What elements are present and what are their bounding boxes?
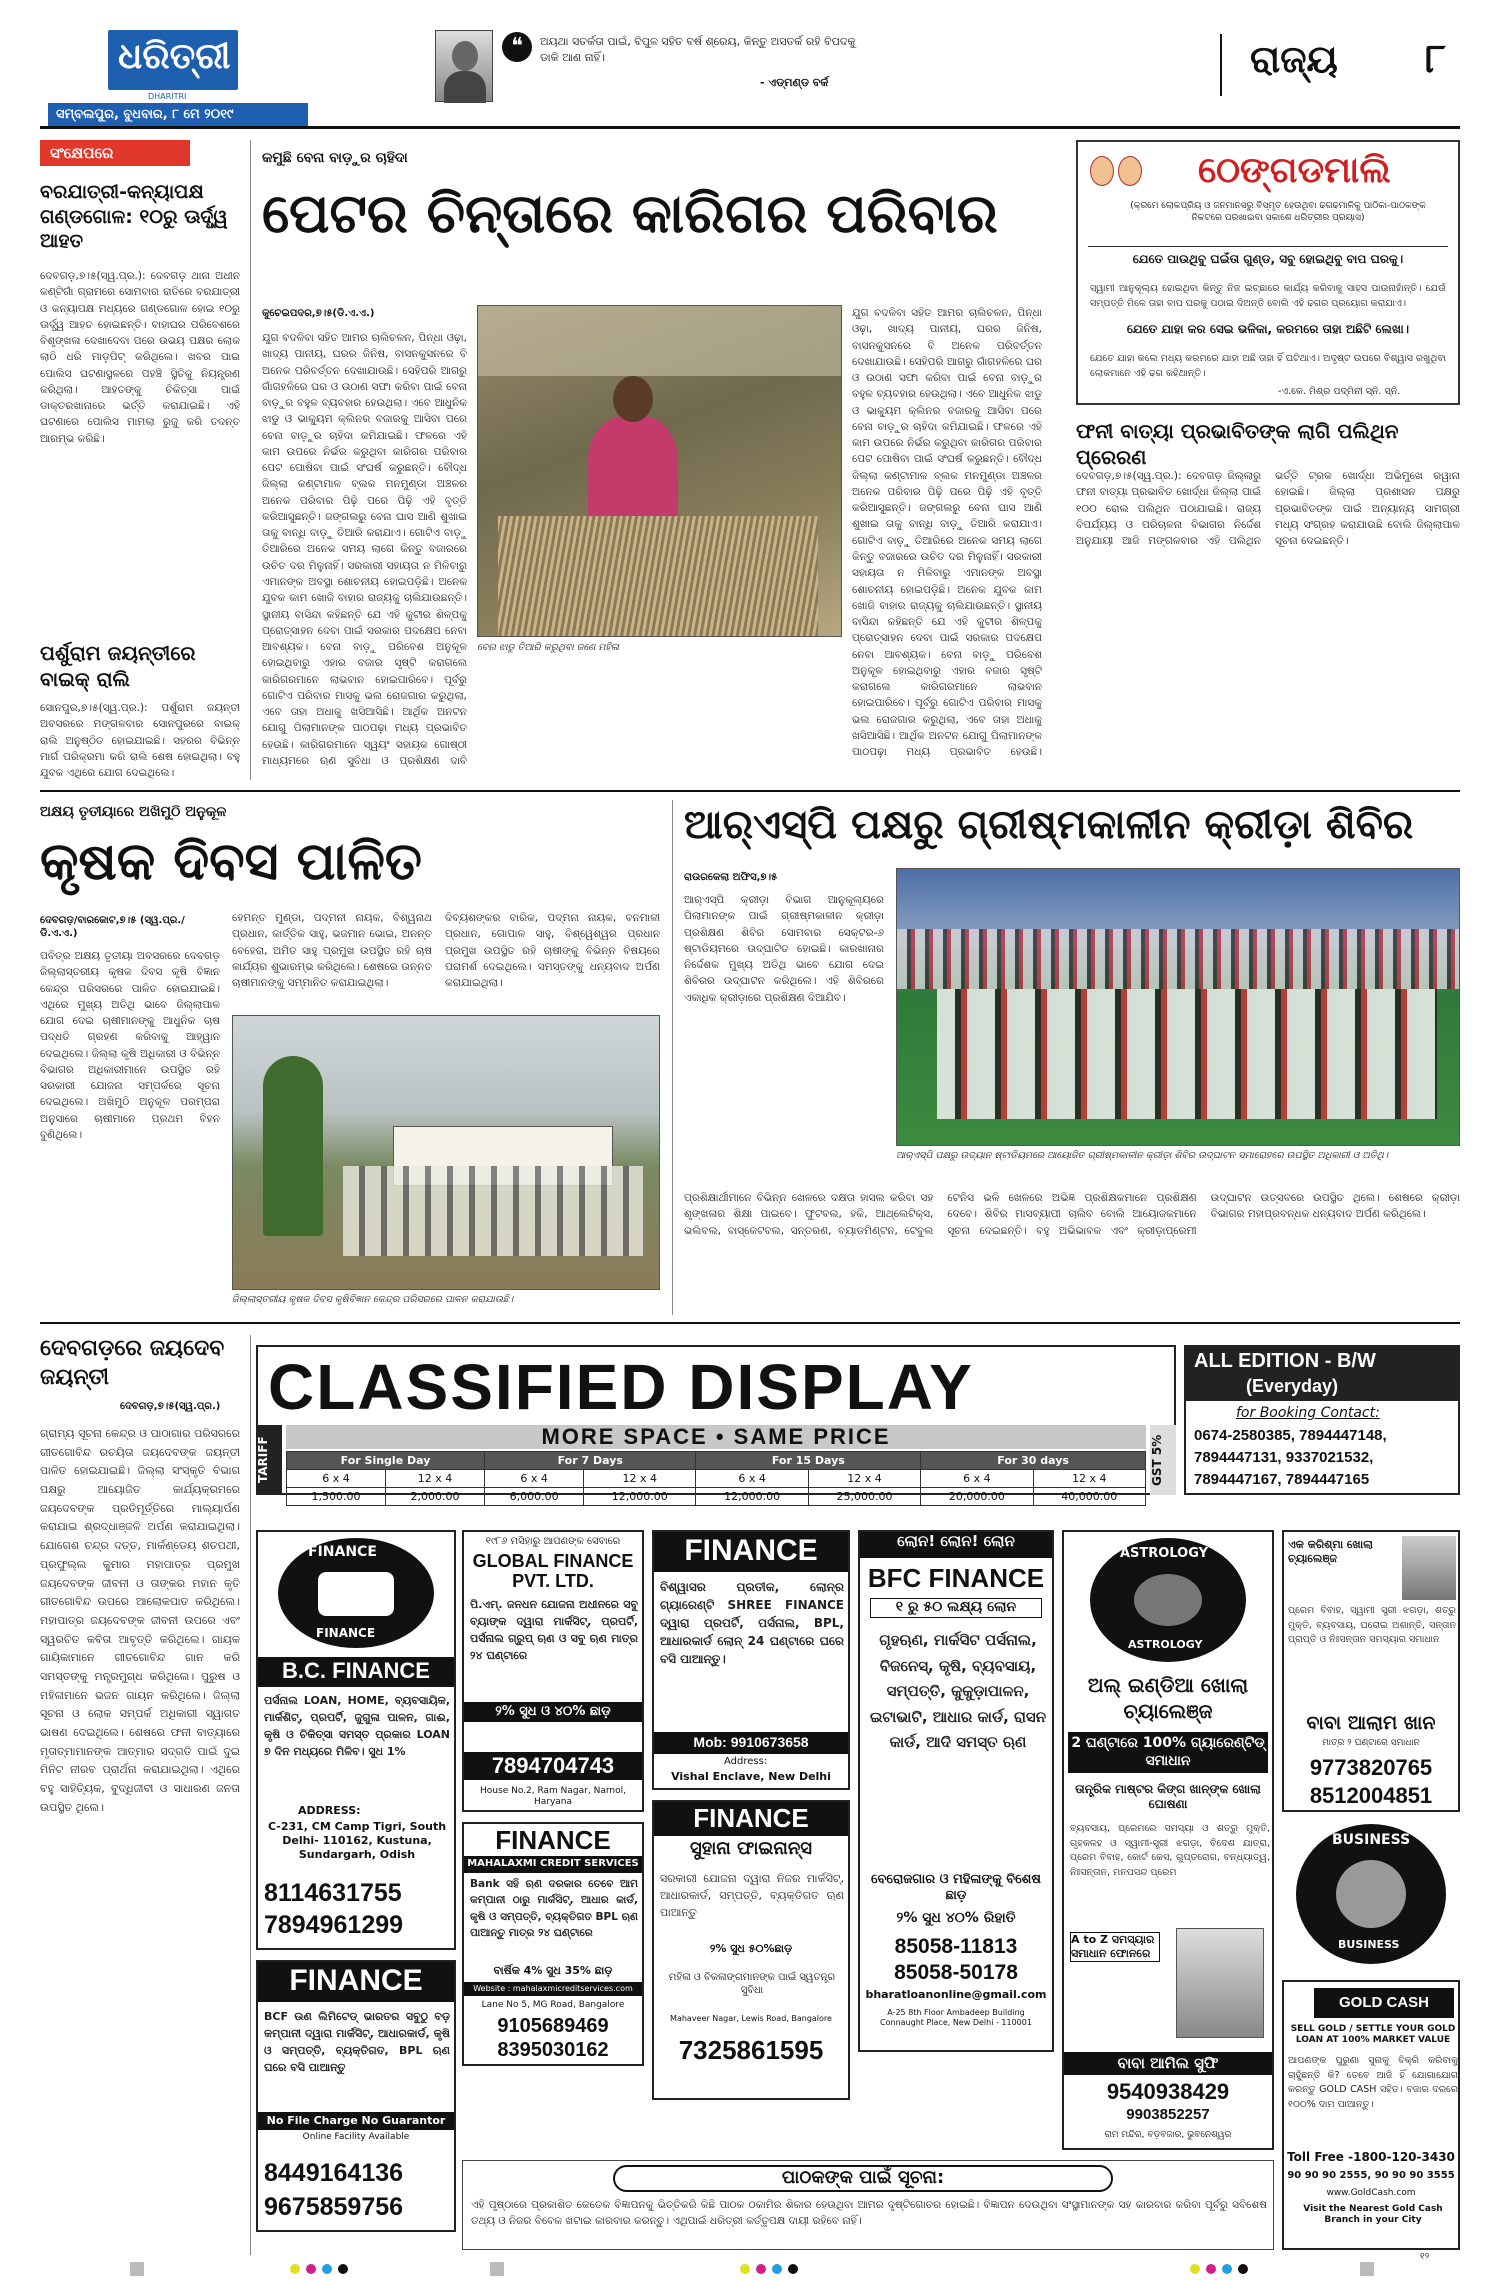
edition-sub: (Everyday) [1246,1376,1339,1396]
bc-body: ପର୍ସନାଲ LOAN, HOME, ବ୍ୟବସାୟିକ, ମାର୍କଶିଟ୍, ପ୍ରପର୍ଟି, ଜୁଗୁଳା ପାଳନ, ଗାଈ, କୃଷି ଓ ଚିକିତ୍ସା ସମସ୍ତ ପ୍ରକାର LOAN ୭ ଦିନ ମଧ୍ୟରେ ମିଳିବ। ସୁଧ 1% [264,1694,450,1759]
classified-title: CLASSIFIED DISPLAY [268,1351,974,1423]
baba-top: ଏକ କରିଶ୍ମା ଖୋଲା ଚ୍ୟାଲେଞ୍ଜ [1288,1538,1373,1565]
astrology-phone-1: 9540938429 [1106,2079,1230,2104]
astrology-title: ଅଲ୍ ଇଣ୍ଡିଆ ଖୋଲା ଚ୍ୟାଲେଞ୍ଜ [1087,1673,1249,1723]
business-ring-top: BUSINESS [1332,1832,1411,1848]
mahalaxmi-address: Lane No 5, MG Road, Bangalore [481,2000,625,2010]
suhana-address: Mahaveer Nagar, Lewis Road, Bangalore [670,2014,832,2023]
brief-sidebar [40,140,240,780]
jaydev-body: ଗ୍ରାମ୍ୟ ସୂଚନା କେନ୍ଦ୍ର ଓ ପାଠାଗାର ପରିସରରେ ଗୀତଗୋବିନ୍ଦ ରଚୟିତା ଜୟଦେବଙ୍କ ଜୟନ୍ତୀ ପାଳିତ ହୋଇଯାଇଛି। ଜିଲ୍ଲା ସଂସ୍କୃତି ବିଭାଗ ପକ୍ଷରୁ ଆୟୋଜିତ କାର୍ଯ୍ୟକ୍ରମରେ ଜୟଦେବଙ୍କ ପ୍ରତିମୂର୍ତ୍ତିରେ ମାଲ୍ୟାର୍ପଣ କରାଯାଇ ଶ୍ରଦ୍ଧାଞ୍ଜଳି ଅର୍ପଣ କରାଯାଇଥିଲା। ଯୋଗେଶ ଚନ୍ଦ୍ର ଦତ୍ତ, ମାର୍କଣ୍ଡେୟ ଶତପଥୀ, ପ୍ରଫୁଲ୍ଲ କୁମାର ମହାପାତ୍ର ପ୍ରମୁଖ ଜୟଦେବଙ୍କ ଜୀବନୀ ଓ ତାଙ୍କର ମହାନ କୃତି ଗୀତଗୋବିନ୍ଦ ଉପରେ ଆଲୋକପାତ କରିଥିଲେ। ମହାପାତ୍ର ଜୟଦେବଙ୍କ ଜୀବନୀ ଉପରେ ଏବଂ ସ୍ୱରଚିତ କବିତା ଆବୃତ୍ତି କରିଥିଲେ। ଗାୟକ ଗାୟିକାମାନେ ଗୀତଗୋବିନ୍ଦ ଗାନ କରି ସମସ୍ତଙ୍କୁ ମନ୍ତ୍ରମୁଗ୍ଧ କରିଥିଲେ। ପୁରୁଷ ଓ ମହିଳାମାନେ ଭଜନ ଗାୟନ କରିଥିଲେ। ଜିଲ୍ଲା ସୂଚନା ଓ ଲୋକ ସମ୍ପର୍କ ଅଧିକାରୀ ସ୍ୱାଗତ ଭାଷଣ ଦେଇଥିଲେ। ଶେଷରେ ଫନୀ ବାତ୍ୟାରେ ମୃତାତ୍ମାମାନଙ୍କ ଆତ୍ମାର ସଦ୍‌ଗତି ପାଇଁ ଦୁଇ ମିନିଟ ନୀରବ ପ୍ରାର୍ଥନା କରାଯାଇଥିଲା। ଏଥିରେ ବହୁ ସାହିତ୍ୟିକ, ବୁଦ୍ଧିଜୀବୀ ଓ ସାଧାରଣ ଜନତା ଉପସ୍ଥିତ ଥିଲେ। [40,1427,240,1814]
astrology-name: ବାବା ଆମିଲ ସୁଫି [1064,2052,1272,2075]
fani-story [1076,418,1460,780]
quote-text: ଅୟଥା ସତର୍କତା ପାଇଁ, ବିପୁଳ ସହିତ ବର୍ଷ ଶ୍ରେୟ, କିନ୍ତୁ ଅସତର୍କ ରହି ବିପଦକୁ ଡାକି ଆଣ ନାହିଁ। [540,35,856,64]
period-single: For Single Day [287,1452,485,1470]
dateline: ସମ୍ବଲପୁର, ବୁଧବାର, ୮ ମେ ୨୦୧୯ [56,107,234,122]
masthead [40,28,1460,128]
bcf-note: No File Charge No Guarantor [258,2112,454,2130]
gadmali-box [1076,140,1460,405]
bc-phone-1: 8114631755 [264,1879,402,1907]
krushak-headline: କୃଷକ ଦିବସ ପାଳିତ [40,832,422,892]
folio: ୧୨ [1420,2252,1430,2262]
baba-name: ବାବା ଆଲାମ ଖାନ [1306,1712,1436,1734]
rsp-body-1: ଆର୍‌ଏସ୍‌ପି କ୍ରୀଡ଼ା ବିଭାଗ ଆନୁକୂଲ୍ୟରେ ପିଲାମାନଙ୍କ ପାଇଁ ଗ୍ରୀଷ୍ମକାଳୀନ କ୍ରୀଡ଼ା ପ୍ରଶିକ୍ଷଣ ଶିବିର ସୋମବାର ସେକ୍ଟର-୬ ଷ୍ଟାଡିୟମରେ ଉଦ୍‌ଘାଟିତ ହୋଇଛି। କାରଖାନାର ନିର୍ଦ୍ଦେଶକ ମୁଖ୍ୟ ଅତିଥି ଭାବେ ଯୋଗ ଦେଇ ଶିବିରର ଉଦ୍‌ଘାଟନ କରିଥିଲେ। ଏହି ଶିବିରରେ ଏକାଧିକ କ୍ରୀଡ଼ାରେ ପ୍ରଶିକ୍ଷଣ ଦିଆଯିବ। [684,894,884,1004]
mahalaxmi-rate: ବାର୍ଷିକ 4% ସୁଧ 35% ଛାଡ଼ [493,1964,613,1977]
brief-tag: ସଂକ୍ଷେପରେ [40,140,190,166]
price-cell: 6,000.00 [485,1488,584,1506]
suhana-body: ସରକାରୀ ଯୋଜନା ଦ୍ୱାରା ନିଜର ମାର୍କସିଟ୍, ଆଧାରକାର୍ଡ, ସମ୍ପତ୍ତି, ବ୍ୟକ୍ତିଗତ ଋଣ ପାଆନ୍ତୁ [660,1872,844,1920]
bfc-title: BFC FINANCE [867,1563,1045,1593]
bfc-phone-2: 85058-50178 [894,1961,1018,1984]
baba-body: ପ୍ରେମ ବିବାହ, ସ୍ୱାମୀ ସ୍ତ୍ରୀ ଝଗଡ଼ା, ଶତ୍ରୁ ମୁକ୍ତି, ବ୍ୟବସାୟ, ଘରୋଇ ଅଶାନ୍ତି, ସନ୍ତାନ ପ୍ରାପ୍ତି ଓ ନିଃସନ୍ତାନ ସମସ୍ୟାର ସମାଧାନ [1288,1605,1456,1646]
gadmali-meaning-2: ଯେତେ ଯାହା କଲେ ମଧ୍ୟ କରମରେ ଯାହା ଅଛି ତାହା ହିଁ ଘଟିଥାଏ। ଅଦୃଷ୍ଟ ଉପରେ ବିଶ୍ୱାସ ରଖୁଥିବା ଲୋକମାନେ ଏହି ଢଗ କହିଥାନ୍ତି। [1090,353,1446,379]
contact-numbers: 0674-2580385, 7894447148, 7894447131, 9337021532, 7894447167, 7894447165 [1194,1427,1387,1488]
size-cell: 6 x 4 [696,1470,808,1488]
ad-bc-finance [256,1530,456,1950]
brief-body-2: ସୋନପୁର,୭।୫(ସ୍ୱ.ପ୍ର.): ପର୍ଶୁରାମ ଜୟନ୍ତୀ ଅବସରରେ ମଙ୍ଗଳବାର ସୋନପୁରରେ ବାଇକ୍ ରାଲି ଅନୁଷ୍ଠିତ ହୋଇଯାଇଛି। ସହରର ବିଭିନ୍ନ ମାର୍ଗ ପରିକ୍ରମା କରି ରାଲି ଶେଷ ହୋଇଥିଲା। ବହୁ ଯୁବକ ଏଥିରେ ଯୋଗ ଦେଇଥିଲେ। [40,702,240,780]
rsp-dateline: ରାଉରକେଲା ଅଫିସ,୭।୫ [684,872,778,883]
price-cell: 1,500.00 [287,1488,386,1506]
classified-header [256,1345,1460,1510]
logo-text: ଧରିତ୍ରୀ [118,36,231,77]
suhana-phone: 7325861595 [678,2035,824,2065]
suhana-rate: ୨% ସୁଧ ୫୦%ଛାଡ଼ [709,1942,793,1955]
dateline-bar [48,103,308,127]
gadmali-title: ଠେଙ୍ଗଡମାଲି [1198,150,1391,191]
quote-icon: ❝ [502,32,532,62]
notice-title: ପାଠକଙ୍କ ପାଇଁ ସୂଚନା: [613,2165,1113,2192]
ad-suhana [652,1800,850,2100]
shree-address: Vishal Enclave, New Delhi [671,1770,831,1783]
brief-headline-2: ପର୍ଶୁରାମ ଜୟନ୍ତୀରେ ବାଇକ୍ ରାଲି [40,641,196,691]
cartoon-icon [1088,150,1148,200]
brief-headline-1: ବରଯାତ୍ରୀ-କନ୍ୟାପକ୍ଷ ଗଣ୍ଡଗୋଳ: ୧୦ରୁ ଊର୍ଦ୍ଧ୍ୱ ଆହତ [40,181,228,253]
reader-notice [462,2160,1274,2250]
astrology-body: ବ୍ୟବସାୟ, ପ୍ରେମରେ ସମସ୍ୟା ଓ ଶତ୍ରୁ ମୁକ୍ତି, ଗୃହକଳହ ଓ ସ୍ୱାମୀ-ସ୍ତ୍ରୀ ଝଗଡ଼ା, ବିଦେଶ ଯାତ୍ରା, ପ୍ରେମ ବିବାହ, କୋର୍ଟ କେସ, ଗୁପ୍ତରୋଗ, ବନ୍ଧ୍ୟାତ୍ୱ, ନିଃସନ୍ତାନ, ମନପସନ୍ଦ ପ୍ରେମ [1070,1823,1270,1879]
ad-gold-cash [1282,1980,1460,2250]
fani-headline: ଫନୀ ବାତ୍ୟା ପ୍ରଭାବିତଙ୍କ ଲାଗି ପଲିଥିନ ପ୍ରେରଣ [1076,419,1399,469]
tariff-label: TARIFF [256,1425,282,1495]
ad-global-finance [462,1530,644,1812]
shree-title: FINANCE [654,1532,848,1572]
baba-phone-2: 8512004851 [1309,1783,1433,1808]
rsp-photo [896,868,1460,1146]
lead-dateline: କୁଚେଇପଦର,୭।୫(ଡି.ଏ.ଏ.) [262,308,375,319]
bfc-top: ଲୋନ! ଲୋନ! ଲୋନ [860,1532,1052,1558]
lead-headline: ପେଟର ଚିନ୍ତାରେ କାରିଗର ପରିବାର [262,182,998,245]
rsp-caption: ଆର୍‌ଏସ୍‌ପି ପକ୍ଷରୁ ଉଦ୍ୟାନ ଷ୍ଟାଡିୟମରେ ଆୟୋଜିତ ଗ୍ରୀଷ୍ମକାଳୀନ କ୍ରୀଡ଼ା ଶିବିର ଉଦ୍‌ଘାଟନ ସମାରୋହରେ ଉପସ୍ଥିତ ଅଧିକାରୀ ଓ ଅତିଥି। [896,1150,1389,1161]
bc-phone-2: 7894961299 [264,1911,404,1939]
rsp-body-2: ପ୍ରଶିକ୍ଷାର୍ଥୀମାନେ ବିଭିନ୍ନ ଖେଳରେ ଦକ୍ଷତା ହାସଲ କରିବା ସହ ଶୃଙ୍ଖଳାର ଶିକ୍ଷା ପାଇବେ। ଫୁଟବଲ, ହକି, ଆଥ୍‌ଲେଟିକ୍ସ, ଭଲିବଲ, ବାସ୍କେଟବଲ, ସନ୍ତରଣ, ବ୍ୟାଡମିଣ୍ଟନ, ଟେବୁଲ ଟେନିସ ଭଳି ଖେଳରେ ଅଭିଜ୍ଞ ପ୍ରଶିକ୍ଷକମାନେ ପ୍ରଶିକ୍ଷଣ ଦେବେ। ଶିବିର ମାସବ୍ୟାପୀ ଚାଲିବ ବୋଲି ଆୟୋଜକମାନେ ସୂଚନା ଦେଇଛନ୍ତି। ବହୁ ଅଭିଭାବକ ଏବଂ କ୍ରୀଡ଼ାପ୍ରେମୀ ଉଦ୍‌ଘାଟନ ଉତ୍ସବରେ ଉପସ୍ଥିତ ଥିଲେ। ଶେଷରେ କ୍ରୀଡ଼ା ବିଭାଗର ମହାପ୍ରବନ୍ଧକ ଧନ୍ୟବାଦ ଅର୍ପଣ କରିଥିଲେ। [684,1192,1460,1237]
bfc-note: ବେରୋଜଗାର ଓ ମହିଳାଙ୍କୁ ବିଶେଷ ଛାଡ଼ [871,1872,1041,1904]
krushak-body-3: ଦିବ୍ୟଶଙ୍କର ବାରିକ, ପଦ୍ମନା ନାୟକ, ବନମାଳୀ ପ୍ରଧାନ, ଗୋପାଳ ସାହୁ, ବିଶ୍ୱେଶ୍ୱର ପ୍ରଧାନ ପ୍ରମୁଖ ଉପସ୍ଥିତ ରହି ଚାଷୀଙ୍କୁ ବିଭିନ୍ନ ବିଷୟରେ ପରାମର୍ଶ ଦେଇଥିଲେ। ସମସ୍ତଙ୍କୁ ଧନ୍ୟବାଦ ଅର୍ପଣ କରାଯାଇଥିଲା। [445,912,660,990]
finance-badge-top: FINANCE [308,1544,377,1560]
bfc-phone-1: 85058-11813 [894,1935,1018,1958]
gold-body: ଆପଣଙ୍କ ପୁରୁଣା ସୁନାକୁ ବିକ୍ରି କରିବାକୁ ଚାହୁଁଛନ୍ତି କି? ତେବେ ଆଜି ହିଁ ଯୋଗାଯୋଗ କରନ୍ତୁ GOLD CASH ସହିତ। ବଜାର ଦରରେ ୧୦୦% ଦାମ ପାଆନ୍ତୁ। [1288,2055,1458,2111]
global-top: ୧୯୮୬ ମସିହାରୁ ଆପଣଙ୍କ ସେବାରେ [485,1536,621,1547]
price-cell: 12,000.00 [696,1488,808,1506]
global-rate: ୨% ସୁଧ ଓ ୪୦% ଛାଡ଼ [464,1702,642,1722]
astrology-line: ତାନ୍ତ୍ରିକ ମାଷ୍ଟର କିଙ୍ଗ ଖାନ୍‌ଙ୍କ ଖୋଲା ଘୋଷଣା [1075,1782,1261,1811]
section-divider [1220,34,1222,96]
suhana-sub: ସୁହାନା ଫାଇନାନ୍ସ [689,1838,813,1859]
suhana-note: ମହିଳା ଓ ବିକଳାଙ୍ଗମାନଙ୍କ ପାଇଁ ସ୍ୱତନ୍ତ୍ର ସୁବିଧା [668,1972,836,1996]
jaydev-headline: ଦେବଗଡ଼ରେ ଜୟଦେବ ଜୟନ୍ତୀ [40,1336,225,1390]
size-cell: 12 x 4 [584,1470,696,1488]
lead-body-right: ଯୁଗ ବଦଳିବା ସହିତ ଆମର ଚାଲିଚଳନ, ପିନ୍ଧା ଓଢ଼ା, ଖାଦ୍ୟ ପାନୀୟ, ଘରର ଜିନିଷ, ବାସନକୁସନରେ ବି ଅନେକ ପରିବର୍ତ୍ତନ ଦେଖାଯାଉଛି। ସେହିପରି ଆଗରୁ ଗାଁଗହଳିରେ ଘର ଓ ଉଠାଣ ସଫା କରିବା ପାଇଁ ବେନା ବାଡ଼ୁର ବହୁଳ ବ୍ୟବହାର ହେଉଥିଲା। ଏବେ ଆଧୁନିକ ଝାଡୁ ଓ ଭାକ୍ୟୁମ କ୍ଲିନର ବଜାରକୁ ଆସିବା ପରେ ବେନା ବାଡ଼ୁର ଚାହିଦା କମିଯାଇଛି। ଫଳରେ ଏହି କାମ ଉପରେ ନିର୍ଭର କରୁଥିବା କାରିଗର ପରିବାର ପେଟ ପୋଷିବା ପାଇଁ ସଂଘର୍ଷ କରୁଛନ୍ତି। ବୌଦ୍ଧ ଜିଲ୍ଲା କଣ୍ଟାମାଳ ବ୍ଲକ ମନମୁଣ୍ଡା ଅଞ୍ଚଳର ଅନେକ ପରିବାର ପିଢ଼ି ପରେ ପିଢ଼ି ଏହି ବୃତ୍ତି କରିଆସୁଛନ୍ତି। ଜଙ୍ଗଲରୁ ବେନା ଘାସ ଆଣି ଶୁଖାଇ ତାକୁ ବାନ୍ଧି ବାଡ଼ୁ ତିଆରି କରାଯାଏ। ଗୋଟିଏ ବାଡ଼ୁ ତିଆରିରେ ଅନେକ ସମୟ ଲାଗେ କିନ୍ତୁ ବଜାରରେ ଉଚିତ ଦର ମିଳୁନାହିଁ। ସରକାରୀ ସହାୟତା ନ ମିଳିବାରୁ ଏମାନଙ୍କ ଅବସ୍ଥା ଶୋଚନୀୟ ହୋଇପଡ଼ିଛି। ଅନେକ ଯୁବକ କାମ ଖୋଜି ବାହାର ରାଜ୍ୟକୁ ଚାଲିଯାଉଛନ୍ତି। ସ୍ଥାନୀୟ ବାସିନ୍ଦା କହିଛନ୍ତି ଯେ ଏହି କୁଟୀର ଶିଳ୍ପକୁ ପ୍ରୋତ୍ସାହନ ଦେବା ପାଇଁ ସରକାର ପଦକ୍ଷେପ ନେବା ଆବଶ୍ୟକ। ବେନା ବାଡ଼ୁ ପରିବେଶ ଅନୁକୂଳ ହୋଇଥିବାରୁ ଏହାର ବଜାର ସୃଷ୍ଟି କରାଗଲେ କାରିଗରମାନେ ଲାଭବାନ ହୋଇପାରିବେ। ପୂର୍ବରୁ ଗୋଟିଏ ପରିବାର ମାସକୁ ଭଲ ରୋଜଗାର କରୁଥିଲା, ଏବେ ତାହା ଅଧାକୁ ଖସିଆସିଛି। ଆର୍ଥିକ ଅନଟନ ଯୋଗୁ ପିଲାମାନଙ୍କ ପାଠପଢ଼ା ମଧ୍ୟ ପ୍ରଭାବିତ ହେଉଛି। [852,307,1042,759]
edition-box [1184,1345,1460,1495]
ad-shree-finance [652,1530,850,1790]
krushak-dateline: ଦେବଗଡ଼/ବାରକୋଟ,୭।୫ (ସ୍ୱ.ପ୍ର./ଡି.ଏ.ଏ.) [40,915,185,939]
price-cell: 40,000.00 [1033,1488,1145,1506]
quote-author: - ଏଡ୍ମଣ୍ଡ ବର୍କ [760,76,829,89]
mahalaxmi-phone-1: 9105689469 [497,2015,609,2037]
krushak-caption: ଜିଲ୍ଲାସ୍ତରୀୟ କୃଷକ ଦିବସ କୃଷିବିଜ୍ଞାନ କେନ୍ଦ୍ର ପରିସରରେ ପାଳନ କରାଯାଉଛି। [232,1294,514,1305]
section-title: ରାଜ୍ୟ [1250,37,1338,81]
bc-title: B.C. FINANCE [258,1657,454,1687]
size-cell: 6 x 4 [287,1470,386,1488]
size-cell: 12 x 4 [386,1470,485,1488]
mahalaxmi-body: Bank ସହି ଋଣ ଦରକାର ତେବେ ଆମ କମ୍ପାନୀ ଠାରୁ ମାର୍କସିଟ୍, ଆଧାର କାର୍ଡ, କୃଷି ଓ ସମ୍ପତ୍ତି, ବ୍ୟକ୍ତିଗତ BPL ଋଣ ପାଆନ୍ତୁ ମାତ୍ର ୨୪ ଘଣ୍ଟାରେ [470,1878,638,1939]
lead-story [262,140,1042,780]
bc-address: C-231, CM Camp Tigri, South Delhi- 110162, Kustuna, Sundargarh, Odish [267,1820,447,1861]
gadmali-credit: -ଏ.କେ. ମିଶ୍ର ପଦ୍ମିନୀ ସ୍ନି. ସ୍ନି. [1278,386,1401,397]
tariff-table [286,1451,1146,1506]
brief-body-1: ଦେବଗଡ଼,୭।୫(ସ୍ୱ.ପ୍ର.): ଦେବଗଡ଼ ଥାନା ଅଧୀନ କଣ୍ଟିଗାଁ ଗ୍ରାମରେ ସୋମବାର ରାତିରେ ବରଯାତ୍ରୀ ଓ କନ୍ୟାପକ୍ଷ ମଧ୍ୟରେ ଗଣ୍ଡଗୋଳ ହୋଇ ୧୦ରୁ ଊର୍ଦ୍ଧ୍ୱ ଆହତ ହୋଇଛନ୍ତି। ବାହାଘର ପରିବେଶରେ ବିଶୃଙ୍ଖଳା ଦେଖାଦେବା ପରେ ଉଭୟ ପକ୍ଷର ଲୋକ ଲାଠି ଧରି ମାଡ଼ପିଟ୍ କରିଥିଲେ। ଖବର ପାଇ ପୋଲିସ ଘଟଣାସ୍ଥଳରେ ପହଞ୍ଚି ସ୍ଥିତିକୁ ନିୟନ୍ତ୍ରଣ କରିଥିଲା। ଆହତଙ୍କୁ ଚିକିତ୍ସା ପାଇଁ ଡାକ୍ତରଖାନାରେ ଭର୍ତ୍ତି କରାଯାଇଛି। ଏହି ଘଟଣାରେ ପୋଲିସ ମାମଲା ରୁଜୁ କରି ତଦନ୍ତ ଆରମ୍ଭ କରିଛି। [40,270,240,445]
gadmali-proverb-2: ଯେତେ ଯାହା କର ସେଇ ଭଳିକା, କରମରେ ତାହା ଅଛିଟି ଲେଖା। [1126,322,1410,336]
price-cell: 20,000.00 [921,1488,1033,1506]
astrologer-portrait [1176,1928,1264,2038]
period-15: For 15 Days [696,1452,921,1470]
astrology-az: A to Z ସମସ୍ୟାର ସମାଧାନ ଫୋନରେ [1070,1932,1160,1962]
period-7: For 7 Days [485,1452,696,1470]
gadmali-meaning-1: ସ୍ୱାମୀ ଆନୁକୂଲ୍ୟ ହୋଇଥିବା କିନ୍ତୁ ନିଜ ଇଚ୍ଛାରେ କାର୍ଯ୍ୟ କରିବାକୁ ସାହସ ପାଉନାହାଁନ୍ତି। ଯେଉଁ ସମ୍ପତ୍ତି ମିଳେ ତାହା ବାପ ଘରକୁ ପଠାଇ ଦିଅନ୍ତି ବୋଲି ଏହି ଢଗର ପ୍ରୟୋଗ କରାଯାଏ। [1090,283,1446,309]
mahalaxmi-site: Website : mahalaxmicreditservices.com [464,1982,642,1996]
baba-sub: ମାତ୍ର ୨ ଘଣ୍ଟାରେ ସମାଧାନ [1322,1738,1420,1748]
ad-astrology [1062,1530,1274,2150]
shree-mob: Mob: 9910673658 [654,1732,848,1754]
print-registration-marks [40,2262,1460,2276]
lead-photo-caption: ବେନା ଝାଡୁ ତିଆରି କରୁଥିବା ଜଣେ ମହିଳା [477,642,619,653]
gold-phones: 90 90 90 2555, 90 90 90 3555 [1287,2170,1455,2181]
notice-body: ଏହି ପୃଷ୍ଠାରେ ପ୍ରକାଶିତ କେତେକ ବିଜ୍ଞାପନକୁ ଭିତ୍ତିକରି କିଛି ପାଠକ ଠକାମିର ଶିକାର ହେଉଥିବା ଆମର ଦୃଷ୍ଟିଗୋଚର ହୋଇଛି। ବିଜ୍ଞାପନ ଦେଉଥିବା ସଂସ୍ଥାମାନଙ୍କ ସହ କାରବାର କରିବା ପୂର୍ବରୁ ସବିଶେଷ ତଥ୍ୟ ଓ ନିଜର ବିବେକ ଖଟାଇ କାରବାର କରନ୍ତୁ। ଏଥିପାଇଁ ଧରିତ୍ରୀ କର୍ତ୍ତୃପକ୍ଷ ଦାୟୀ ରହିବେ ନାହିଁ। [471,2199,1267,2228]
finance-badge-bottom: FINANCE [316,1626,376,1640]
bcf-body: BCF ଉଣ ଲିମିଟେଡ୍ ଭାରତର ସବୁଠୁ ବଡ଼ କମ୍ପାନୀ ଦ୍ୱାରା ମାର୍କସିଟ୍, ଆଧାରକାର୍ଡ, କୃଷି ଓ ସମ୍ପତ୍ତି, ବ୍ୟକ୍ତିଗତ, BPL ଋଣ ଘରେ ବସି ପାଆନ୍ତୁ [264,2010,450,2075]
krushak-body-2: ହେମନ୍ତ ମୁଣ୍ଡା, ପଦ୍ମନୀ ନାୟକ, ବିଶ୍ୱନାଥ ପ୍ରଧାନ, କାର୍ତ୍ତିକ ସାହୁ, ଭଜମାନ ଭୋଇ, ଅନନ୍ତ ବେହେରା, ଅମିତ ସାହୁ ପ୍ରମୁଖ ଉପସ୍ଥିତ ରହି ଚାଷ କାର୍ଯ୍ୟର ଶୁଭାରମ୍ଭ କରିଥିଲେ। ଶେଷରେ ଉନ୍ନତ ଚାଷୀମାନଙ୍କୁ ସମ୍ମାନିତ କରାଯାଇଥିଲା। [232,912,432,990]
bfc-body: ଗୃହଋଣ, ମାର୍କସିଟ ପର୍ସନାଲ, ବିଜନେସ୍, କୃଷି, ବ୍ୟବସାୟ, ସମ୍ପତ୍ତି, କୁକୁଡ଼ାପାଳନ, ଇଟାଭାଟି, ଆଧାର କାର୍ଡ, ରାସନ କାର୍ଡ, ଆଦି ସମସ୍ତ ଋଣ [869,1631,1047,1751]
contact-label: for Booking Contact: [1236,1405,1380,1421]
lead-kicker: କମୁଛି ବେନା ବାଡ଼ୁର ଚାହିଦା [262,150,408,166]
shree-address-label: Address: [724,1756,768,1767]
bfc-amount: ୧ ରୁ ୫୦ ଲକ୍ଷ୍ୟ ଲୋନ [870,1598,1042,1618]
page-number: ୮ [1425,36,1446,82]
ad-business [1282,1820,1460,1970]
price-cell: 25,000.00 [808,1488,920,1506]
jaydev-dateline: ଦେବଗଡ଼,୭।୫(ସ୍ୱ.ପ୍ର.) [120,1401,221,1412]
gold-site: www.GoldCash.com [1326,2188,1416,2198]
gold-line-1: SELL GOLD / SETTLE YOUR GOLD LOAN AT 100% MARKET VALUE [1290,2024,1456,2046]
gst-label: GST 5% [1150,1425,1176,1495]
logo [48,30,308,101]
gold-toll: Toll Free -1800-120-3430 [1287,2150,1455,2164]
bfc-address: A-25 8th Floor Ambadeep Building Connaught Place, New Delhi - 110001 [880,2008,1032,2027]
period-30: For 30 days [921,1452,1146,1470]
rsp-story [684,800,1460,1315]
astrology-phone-2: 9903852257 [1126,2106,1210,2123]
size-cell: 12 x 4 [1033,1470,1145,1488]
bfc-site: bharatloanonline@gmail.com [865,1988,1047,2001]
astrology-ring-top: ASTROLOGY [1120,1546,1209,1561]
shree-body: ବିଶ୍ୱାସର ପ୍ରତୀକ, ଲୋନ୍‌ର ଗ୍ୟାରେଣ୍ଟି SHREE FINANCE ଦ୍ୱାରା ପ୍ରପର୍ଟି, ପର୍ସନାଲ, BPL, ଆଧାରକାର୍ଡ ଲୋନ୍ 24 ଘଣ୍ଟାରେ ଘରେ ବସି ପାଆନ୍ତୁ। [660,1580,844,1666]
jaydev-story [40,1335,240,2255]
global-address: House No.2, Ram Nagar, Narnol, Haryana [480,1786,626,1808]
mahalaxmi-phone-2: 8395030162 [497,2039,609,2061]
banner: MORE SPACE • SAME PRICE [286,1425,1146,1449]
global-title: GLOBAL FINANCE PVT. LTD. [472,1551,634,1591]
price-cell: 2,000.00 [386,1488,485,1506]
logo-sub: DHARITRI [148,92,187,101]
bcf-note-2: Online Facility Available [302,2132,410,2142]
global-body: ପି.ଏମ୍. ଜନଧନ ଯୋଜନା ଅଧୀନରେ ସବୁ ବ୍ୟାଙ୍କ ଦ୍ୱାରା ମାର୍କସିଟ୍, ପ୍ରପର୍ଟି, ପର୍ସନାଲ ଗ୍ରୁପ୍ ଋଣ ଓ ସବୁ ଋଣ ମାତ୍ର ୨୪ ଘଣ୍ଟାରେ [470,1598,638,1663]
price-cell: 12,000.00 [584,1488,696,1506]
fani-body: ଦେବଗଡ଼,୭।୫(ସ୍ୱ.ପ୍ର.): ଦେବଗଡ଼ ଜିଲ୍ଲାରୁ ଫନୀ ବାତ୍ୟା ପ୍ରଭାବିତ ଖୋର୍ଦ୍ଧା ଜିଲ୍ଲା ପାଇଁ ୧୦୦ ରୋଲ ପଲିଥିନ ପଠାଯାଇଛି। ରାଜ୍ୟ ବିପର୍ଯ୍ୟୟ ଓ ପରିଚାଳନା ବିଭାଗର ନିର୍ଦ୍ଦେଶ ଅନୁଯାୟୀ ଆଜି ମଙ୍ଗଳବାର ଏହି ପଲିଥିନ ଭର୍ତ୍ତି ଟ୍ରକ ଖୋର୍ଦ୍ଧା ଅଭିମୁଖେ ରୱାନା ହୋଇଛି। ଜିଲ୍ଲା ପ୍ରଶାସନ ପକ୍ଷରୁ ପ୍ରଭାବିତଙ୍କ ପାଇଁ ଅନ୍ୟାନ୍ୟ ସାମଗ୍ରୀ ମଧ୍ୟ ସଂଗ୍ରହ କରାଯାଉଛି ବୋଲି ଜିଲ୍ଲାପାଳ ସୂଚନା ଦେଇଛନ୍ତି। [1076,470,1460,548]
portrait [435,30,493,102]
business-ring-bottom: BUSINESS [1338,1938,1400,1951]
gadmali-sub: (କ୍ରମେ ଲୋକପ୍ରିୟ ଓ ଜନମାନସରୁ ବିସ୍ମୃତ ହେଉଥିବା ଢଗଢମାଳିକୁ ପାଠିକା-ପାଠକଙ୍କ ନିକଟରେ ପରଖାଇବା ସକାଶେ ଧରିତ୍ରୀର ପ୍ରୟାସ) [1130,201,1426,224]
baba-portrait [1402,1536,1456,1600]
edition-title: ALL EDITION - B/W [1194,1350,1376,1372]
bcf-phone-2: 9675859756 [264,2193,404,2221]
ad-bcf-finance [256,1960,456,2232]
suhana-title: FINANCE [654,1802,848,1836]
size-cell: 6 x 4 [485,1470,584,1488]
ad-mahalaxmi [462,1822,644,2066]
gold-visit: Visit the Nearest Gold Cash Branch in your City [1303,2204,1443,2226]
astrology-ring-bottom: ASTROLOGY [1128,1638,1203,1651]
bfc-rate: ୨% ସୁଧ ୪୦% ରିହାତି [896,1910,1016,1926]
astrology-rate: 2 ଘଣ୍ଟାରେ 100% ଗ୍ୟାରେଣ୍ଟିଡ୍ ସମାଧାନ [1068,1732,1268,1773]
bcf-title: FINANCE [258,1962,454,2002]
baba-phone-1: 9773820765 [1309,1755,1433,1780]
mahalaxmi-sub: MAHALAXMI CREDIT SERVICES [464,1856,642,1873]
gadmali-proverb-1: ଯେତେ ପାଉଥିବୁ ଘଇଁତା ଗୁଣ୍ଡ, ସବୁ ହୋଇଥିବୁ ବାପ ଘରକୁ। [1132,252,1404,266]
bc-address-label: ADDRESS: [298,1804,361,1817]
astrology-address: ରାମ ମନ୍ଦିର, ବଡ଼ବଜାର, ଭୁବନେଶ୍ୱର [1104,2130,1232,2140]
size-cell: 6 x 4 [921,1470,1033,1488]
krushak-kicker: ଅକ୍ଷୟ ତୃତୀୟାରେ ଅଖିମୁଠି ଅନୁକୂଳ [40,804,227,820]
krushak-story [40,800,660,1315]
krushak-body-1: ପବିତ୍ର ଅକ୍ଷୟ ତୃତୀୟା ଅବସରରେ ଦେବଗଡ଼ ଜିଲ୍ଲାସ୍ତରୀୟ କୃଷକ ଦିବସ କୃଷି ବିଜ୍ଞାନ କେନ୍ଦ୍ର ପରିସରରେ ପାଳିତ ହୋଇଯାଇଛି। ଏଥିରେ ମୁଖ୍ୟ ଅତିଥି ଭାବେ ଜିଲ୍ଲାପାଳ ଯୋଗ ଦେଇ ଚାଷୀମାନଙ୍କୁ ଆଧୁନିକ ଚାଷ ପଦ୍ଧତି ଗ୍ରହଣ କରିବାକୁ ଆହ୍ୱାନ ଦେଇଥିଲେ। ଜିଲ୍ଲା କୃଷି ଅଧିକାରୀ ଓ ବିଭିନ୍ନ ବିଭାଗର ଅଧିକାରୀମାନେ ଉପସ୍ଥିତ ରହି ସରକାରୀ ଯୋଜନା ସମ୍ପର୍କରେ ସୂଚନା ଦେଇଥିଲେ। ଅଖିମୁଠି ଅନୁକୂଳ ପରମ୍ପରା ଅନୁସାରେ ଚାଷୀମାନେ ପ୍ରଥମ ବିହନ ବୁଣିଥିଲେ। [40,950,220,1141]
rsp-headline: ଆର୍‌ଏସ୍‌ପି ପକ୍ଷରୁ ଗ୍ରୀଷ୍ମକାଳୀନ କ୍ରୀଡ଼ା ଶିବିର [684,802,1414,848]
lead-photo [477,305,842,637]
gold-brand: GOLD CASH [1314,1988,1454,2018]
bcf-phone-1: 8449164136 [264,2159,404,2187]
size-cell: 12 x 4 [808,1470,920,1488]
global-phone: 7894704743 [464,1752,642,1780]
krushak-photo [232,1015,660,1290]
mahalaxmi-title: FINANCE [495,1825,611,1855]
ad-bfc-finance [858,1530,1054,2052]
ad-baba-khan [1282,1530,1460,1812]
lead-body-left: ଯୁଗ ବଦଳିବା ସହିତ ଆମର ଚାଲିଚଳନ, ପିନ୍ଧା ଓଢ଼ା, ଖାଦ୍ୟ ପାନୀୟ, ଘରର ଜିନିଷ, ବାସନକୁସନରେ ବି ଅନେକ ପରିବର୍ତ୍ତନ ଦେଖାଯାଉଛି। ସେହିପରି ଆଗରୁ ଗାଁଗହଳିରେ ଘର ଓ ଉଠାଣ ସଫା କରିବା ପାଇଁ ବେନା ବାଡ଼ୁର ବହୁଳ ବ୍ୟବହାର ହେଉଥିଲା। ଏବେ ଆଧୁନିକ ଝାଡୁ ଓ ଭାକ୍ୟୁମ କ୍ଲିନର ବଜାରକୁ ଆସିବା ପରେ ବେନା ବାଡ଼ୁର ଚାହିଦା କମିଯାଇଛି। ଫଳରେ ଏହି କାମ ଉପରେ ନିର୍ଭର କରୁଥିବା କାରିଗର ପରିବାର ପେଟ ପୋଷିବା ପାଇଁ ସଂଘର୍ଷ କରୁଛନ୍ତି। ବୌଦ୍ଧ ଜିଲ୍ଲା କଣ୍ଟାମାଳ ବ୍ଲକ ମନମୁଣ୍ଡା ଅଞ୍ଚଳର ଅନେକ ପରିବାର ପିଢ଼ି ପରେ ପିଢ଼ି ଏହି ବୃତ୍ତି କରିଆସୁଛନ୍ତି। ଜଙ୍ଗଲରୁ ବେନା ଘାସ ଆଣି ଶୁଖାଇ ତାକୁ ବାନ୍ଧି ବାଡ଼ୁ ତିଆରି କରାଯାଏ। ଗୋଟିଏ ବାଡ଼ୁ ତିଆରିରେ ଅନେକ ସମୟ ଲାଗେ କିନ୍ତୁ ବଜାରରେ ଉଚିତ ଦର ମିଳୁନାହିଁ। ସରକାରୀ ସହାୟତା ନ ମିଳିବାରୁ ଏମାନଙ୍କ ଅବସ୍ଥା ଶୋଚନୀୟ ହୋଇପଡ଼ିଛି। ଅନେକ ଯୁବକ କାମ ଖୋଜି ବାହାର ରାଜ୍ୟକୁ ଚାଲିଯାଉଛନ୍ତି। ସ୍ଥାନୀୟ ବାସିନ୍ଦା କହିଛନ୍ତି ଯେ ଏହି କୁଟୀର ଶିଳ୍ପକୁ ପ୍ରୋତ୍ସାହନ ଦେବା ପାଇଁ ସରକାର ପଦକ୍ଷେପ ନେବା ଆବଶ୍ୟକ। ବେନା ବାଡ଼ୁ ପରିବେଶ ଅନୁକୂଳ ହୋଇଥିବାରୁ ଏହାର ବଜାର ସୃଷ୍ଟି କରାଗଲେ କାରିଗରମାନେ ଲାଭବାନ ହୋଇପାରିବେ। ପୂର୍ବରୁ ଗୋଟିଏ ପରିବାର ମାସକୁ ଭଲ ରୋଜଗାର କରୁଥିଲା, ଏବେ ତାହା ଅଧାକୁ ଖସିଆସିଛି। ଆର୍ଥିକ ଅନଟନ ଯୋଗୁ ପିଲାମାନଙ୍କ ପାଠପଢ଼ା ମଧ୍ୟ ପ୍ରଭାବିତ ହେଉଛି। କାରିଗରମାନେ ସ୍ୱୟଂ ସହାୟକ ଗୋଷ୍ଠୀ ମାଧ୍ୟମରେ ଋଣ ସୁବିଧା ଓ ପ୍ରଶିକ୍ଷଣ ଦାବି [262,332,467,767]
